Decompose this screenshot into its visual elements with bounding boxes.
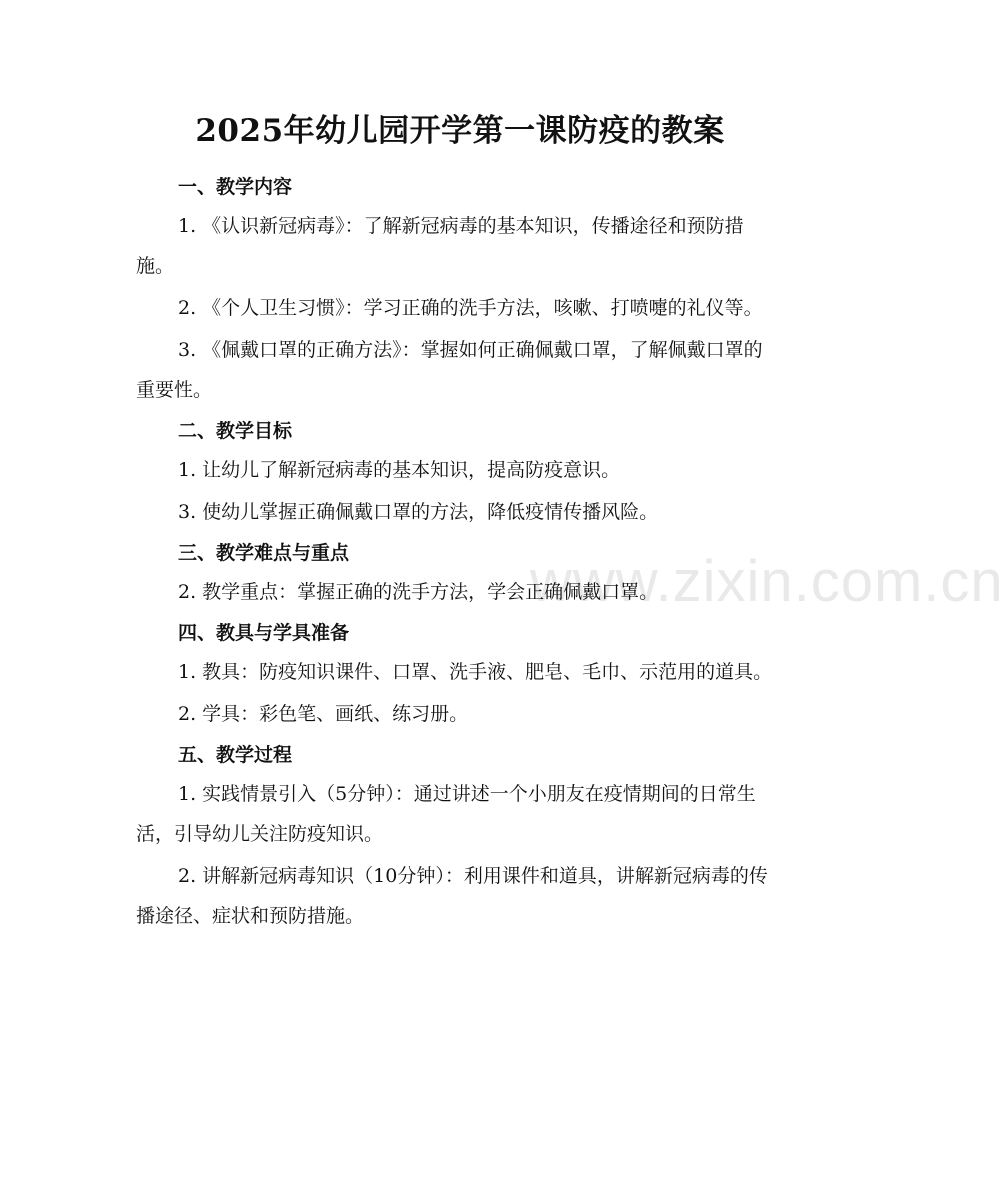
section-materials [136, 614, 780, 734]
watermark: www.zixin.com.cn [530, 549, 1004, 614]
section-difficulties-focus [136, 534, 780, 612]
paragraph: 1. 让幼儿了解新冠病毒的基本知识，提高防疫意识。 [178, 459, 621, 481]
section-heading: 五、教学过程 [178, 744, 293, 766]
section-heading: 三、教学难点与重点 [178, 542, 350, 564]
section-heading: 四、教具与学具准备 [178, 622, 350, 644]
paragraph: 2. 学具：彩色笔、画纸、练习册。 [178, 703, 469, 725]
paragraph: 1. 《认识新冠病毒》：了解新冠病毒的基本知识，传播途径和预防措施。 [136, 215, 744, 277]
section-teaching-process [136, 736, 780, 936]
paragraph: 2. 《个人卫生习惯》：学习正确的洗手方法，咳嗽、打喷嚏的礼仪等。 [178, 297, 763, 319]
paragraph: 1. 教具：防疫知识课件、口罩、洗手液、肥皂、毛巾、示范用的道具。 [178, 661, 773, 683]
paragraph: 3. 《佩戴口罩的正确方法》：掌握如何正确佩戴口罩，了解佩戴口罩的重要性。 [136, 339, 763, 401]
paragraph: 1. 实践情景引入（5分钟）：通过讲述一个小朋友在疫情期间的日常生活，引导幼儿关注防疫知识。 [136, 783, 756, 845]
paragraph: 2. 教学重点：掌握正确的洗手方法，学会正确佩戴口罩。 [178, 581, 659, 603]
section-heading: 二、教学目标 [178, 420, 293, 442]
section-heading: 一、教学内容 [178, 176, 293, 198]
paragraph: 2. 讲解新冠病毒知识（10分钟）：利用课件和道具，讲解新冠病毒的传播途径、症状和预防措施。 [136, 865, 768, 927]
section-teaching-content [136, 168, 780, 410]
document-body [136, 168, 780, 938]
paragraph: 3. 使幼儿掌握正确佩戴口罩的方法，降低疫情传播风险。 [178, 501, 659, 523]
document-title: 2025年幼儿园开学第一课防疫的教案 [195, 113, 725, 149]
section-teaching-goals [136, 412, 780, 532]
